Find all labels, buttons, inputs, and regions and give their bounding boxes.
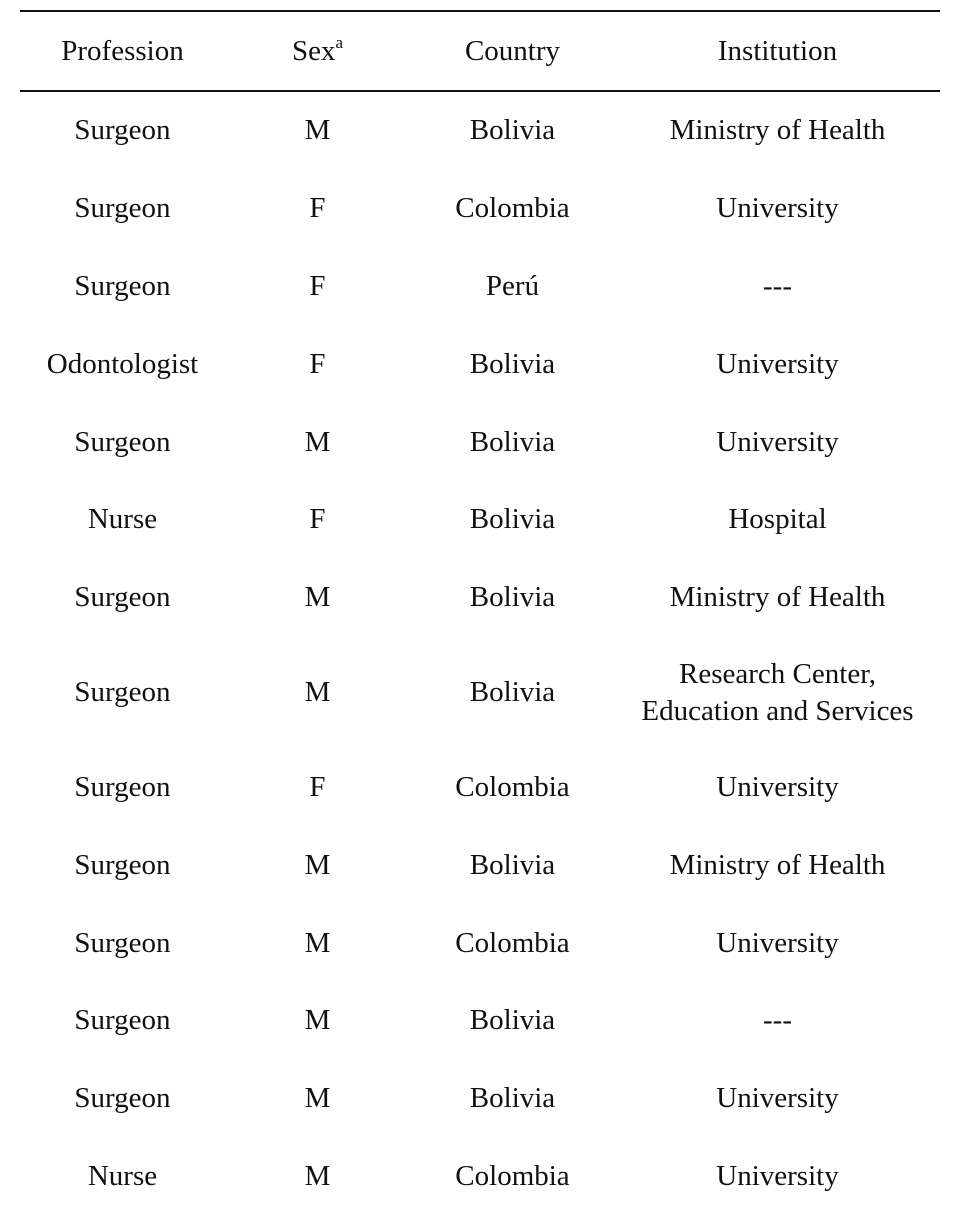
cell-institution	[615, 1138, 940, 1215]
cell-institution-line: Hospital	[728, 503, 827, 536]
cell-sex: M	[304, 581, 331, 614]
cell-country: Bolivia	[469, 1004, 556, 1037]
cell-institution-line: Ministry of Health	[669, 848, 886, 881]
table-body	[20, 91, 940, 1215]
header-sex-footnote-marker: a	[335, 32, 344, 52]
cell-institution	[615, 91, 940, 170]
cell-institution-line: Education and Services	[641, 694, 914, 727]
cell-profession: Odontologist	[46, 347, 199, 380]
cell-sex: M	[304, 1004, 331, 1037]
cell-profession: Surgeon	[74, 848, 171, 881]
cell-institution-line: ---	[763, 1004, 792, 1037]
table-row	[20, 403, 940, 481]
table-row	[20, 1138, 940, 1215]
table-row	[20, 904, 940, 982]
cell-sex: F	[309, 192, 326, 225]
table-row	[20, 637, 940, 749]
header-row	[20, 11, 940, 91]
cell-institution	[615, 749, 940, 827]
cell-country: Bolivia	[469, 347, 556, 380]
table-row	[20, 481, 940, 559]
cell-sex: F	[309, 269, 326, 302]
cell-institution	[615, 904, 940, 982]
cell-country: Colombia	[455, 926, 570, 959]
cell-country: Bolivia	[469, 503, 556, 536]
cell-country: Bolivia	[469, 114, 556, 147]
table-row	[20, 170, 940, 248]
cell-sex: M	[304, 425, 331, 458]
cell-profession: Surgeon	[74, 676, 171, 709]
cell-sex: M	[304, 1082, 331, 1115]
cell-institution-line: Ministry of Health	[669, 581, 886, 614]
table-row	[20, 248, 940, 326]
cell-institution	[615, 559, 940, 637]
table-row	[20, 982, 940, 1060]
header-institution: Institution	[615, 11, 940, 91]
cell-profession: Surgeon	[74, 1082, 171, 1115]
participants-table-container	[20, 10, 940, 1215]
table-row	[20, 325, 940, 403]
cell-country: Colombia	[455, 192, 570, 225]
cell-institution	[615, 982, 940, 1060]
cell-profession: Surgeon	[74, 926, 171, 959]
cell-institution	[615, 1060, 940, 1138]
cell-sex: F	[309, 347, 326, 380]
cell-institution	[615, 826, 940, 904]
cell-institution	[615, 248, 940, 326]
table-row	[20, 826, 940, 904]
cell-institution	[615, 481, 940, 559]
cell-profession: Surgeon	[74, 1004, 171, 1037]
cell-sex: M	[304, 1159, 331, 1192]
cell-profession: Surgeon	[74, 269, 171, 302]
cell-institution-line: University	[716, 1159, 839, 1192]
cell-profession: Nurse	[87, 503, 158, 536]
cell-country: Bolivia	[469, 425, 556, 458]
cell-institution	[615, 170, 940, 248]
cell-profession: Nurse	[87, 1159, 158, 1192]
table-row	[20, 91, 940, 170]
cell-sex: M	[304, 676, 331, 709]
cell-profession: Surgeon	[74, 770, 171, 803]
cell-country: Perú	[485, 269, 540, 302]
cell-institution-line: University	[716, 425, 839, 458]
cell-institution-line: University	[716, 770, 839, 803]
cell-institution	[615, 403, 940, 481]
cell-institution	[615, 325, 940, 403]
header-profession: Profession	[20, 11, 225, 91]
participants-table	[20, 10, 940, 1215]
cell-country: Colombia	[455, 770, 570, 803]
cell-institution-line: ---	[763, 269, 792, 302]
cell-institution-line: University	[716, 347, 839, 380]
cell-profession: Surgeon	[74, 425, 171, 458]
cell-country: Bolivia	[469, 676, 556, 709]
cell-country: Bolivia	[469, 848, 556, 881]
cell-institution-line: University	[716, 192, 839, 225]
cell-profession: Surgeon	[74, 192, 171, 225]
header-country: Country	[410, 11, 615, 91]
cell-sex: M	[304, 926, 331, 959]
table-row	[20, 1060, 940, 1138]
cell-country: Bolivia	[469, 1082, 556, 1115]
header-sex: Sex$^a$	[225, 11, 410, 91]
cell-profession: Surgeon	[74, 581, 171, 614]
cell-sex: M	[304, 114, 331, 147]
cell-profession: Surgeon	[74, 114, 171, 147]
table-row	[20, 559, 940, 637]
cell-institution-line: Ministry of Health	[669, 114, 886, 147]
cell-institution-line: Research Center,	[679, 657, 876, 690]
cell-sex: F	[309, 770, 326, 803]
cell-country: Colombia	[455, 1159, 570, 1192]
cell-institution	[615, 637, 940, 749]
cell-sex: F	[309, 503, 326, 536]
cell-institution-line: University	[716, 1082, 839, 1115]
cell-country: Bolivia	[469, 581, 556, 614]
cell-institution-line: University	[716, 926, 839, 959]
table-row	[20, 749, 940, 827]
cell-sex: M	[304, 848, 331, 881]
